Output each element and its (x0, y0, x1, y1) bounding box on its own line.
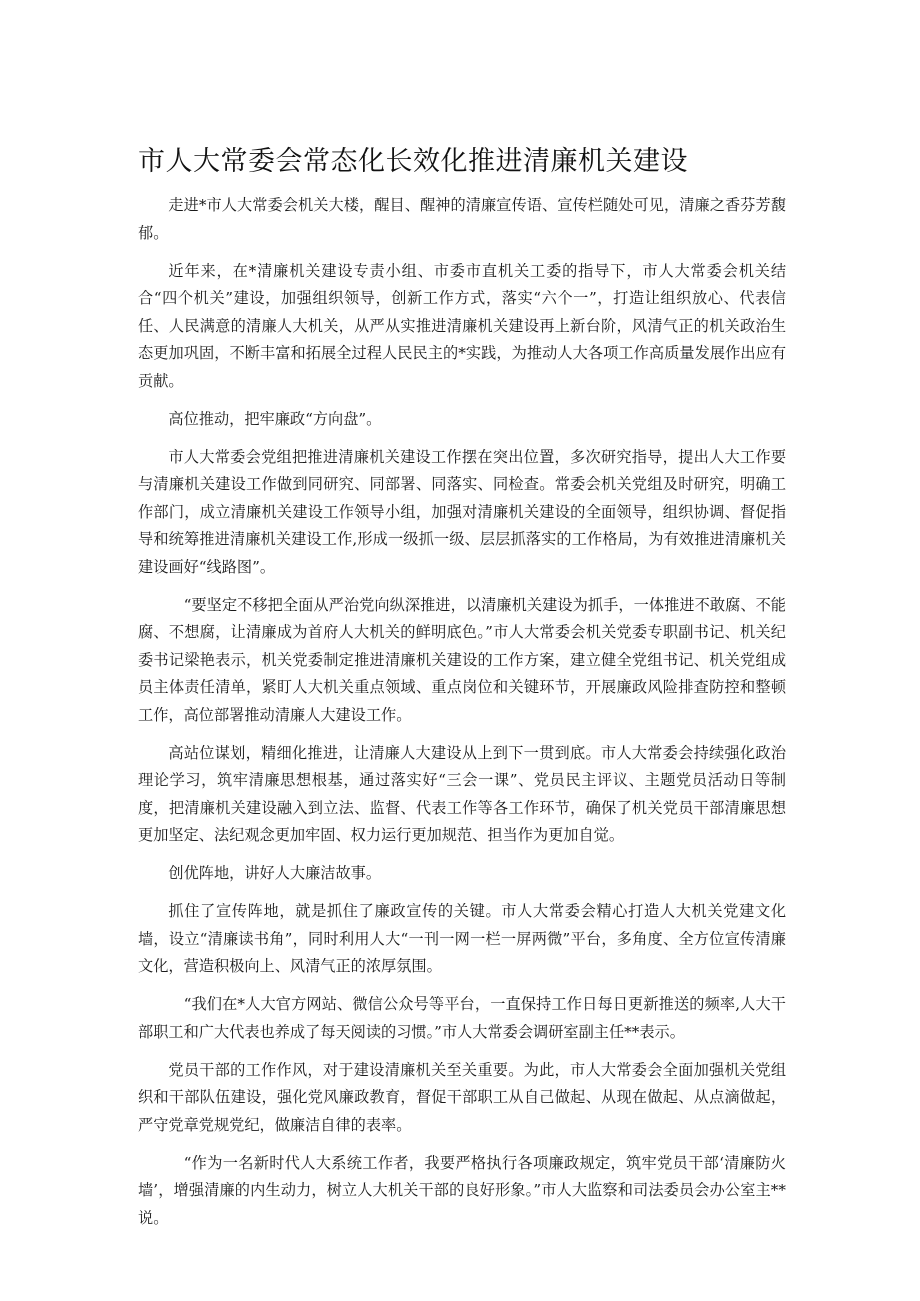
section-heading-high-level-push: 高位推动，把牢廉政“方向盘”。 (168, 409, 382, 428)
paragraph-propaganda: 抓住了宣传阵地，就是抓住了廉政宣传的关键。市人大常委会精心打造人大机关党建文化墙，设立“清廉读书角”，同时利用人大“一刊一网一栏一屏两微”平台，多角度、全方位宣传清廉文化，营造积极向上、风清气正的浓厚氛围。 (138, 902, 786, 975)
paragraph-quote-liang: “要坚定不移把全面从严治党向纵深推进，以清廉机关建设为抓手，一体推进不敢腐、不能腐、不想腐，让清廉成为首府人大机关的鲜明底色。”市人大常委会机关党委专职副书记、机关纪委书记梁艳表示，机关党委制定推进清廉机关建设的工作方案，建立健全党组书记、机关党组成员主体责任清单，紧盯人大机关重点领域、重点岗位和关键环节，开展廉政风险排查防控和整顿工作，高位部署推动清廉人大建设工作。 (138, 595, 786, 724)
document-title: 市人大常委会常态化长效化推进清廉机关建设 (138, 146, 688, 177)
paragraph-quote-research-office: “我们在*人大官方网站、微信公众号等平台，一直保持工作日每日更新推送的频率,人大干部职工和广大代表也养成了每天阅读的习惯。”市人大常委会调研室副主任**表示。 (138, 995, 786, 1041)
paragraph-overview: 近年来，在*清廉机关建设专责小组、市委市直机关工委的指导下，市人大常委会机关结合“四个机关”建设，加强组织领导，创新工作方式，落实“六个一”，打造让组织放心、代表信任、人民满意的清廉人大机关，从严从实推进清廉机关建设再上新台阶，风清气正的机关政治生态更加巩固，不断丰富和拓展全过程人民民主的*实践，为推动人大各项工作高质量发展作出应有贡献。 (138, 261, 786, 390)
paragraph-work-style: 党员干部的工作作风，对于建设清廉机关至关重要。为此，市人大常委会全面加强机关党组织和干部队伍建设，强化党风廉政教育，督促干部职工从自己做起、从现在做起、从点滴做起，严守党章党规党纪，做廉洁自律的表率。 (138, 1060, 786, 1134)
paragraph-quote-supervision: “作为一名新时代人大系统工作者，我要严格执行各项廉政规定，筑牢党员干部‘清廉防火墙’，增强清廉的内生动力，树立人大机关干部的良好形象。”市人大监察和司法委员会办公室主**说。 (138, 1153, 786, 1227)
paragraph-planning: 高站位谋划，精细化推进，让清廉人大建设从上到下一贯到底。市人大常委会持续强化政治理论学习，筑牢清廉思想根基，通过落实好“三会一课”、党员民主评议、主题党员活动日等制度，把清廉机关建设融入到立法、监督、代表工作等各工作环节，确保了机关党员干部清廉思想更加坚定、法纪观念更加牢固、权力运行更加规范、担当作为更加自觉。 (138, 743, 786, 844)
paragraph-intro: 走进*市人大常委会机关大楼，醒目、醒神的清廉宣传语、宣传栏随处可见，清廉之香芬芳馥郁。 (138, 196, 786, 242)
paragraph-party-group: 市人大常委会党组把推进清廉机关建设工作摆在突出位置，多次研究指导，提出人大工作要与清廉机关建设工作做到同研究、同部署、同落实、同检查。常委会机关党组及时研究，明确工作部门，成立清廉机关建设工作领导小组，加强对清廉机关建设的全面领导，组织协调、督促指导和统筹推进清廉机关建设工作,形成一级抓一级、层层抓落实的工作格局，为有效推进清廉机关建设画好“线路图”。 (138, 447, 786, 576)
document-body (138, 192, 786, 1243)
section-heading-positions: 创优阵地，讲好人大廉洁故事。 (168, 864, 382, 882)
